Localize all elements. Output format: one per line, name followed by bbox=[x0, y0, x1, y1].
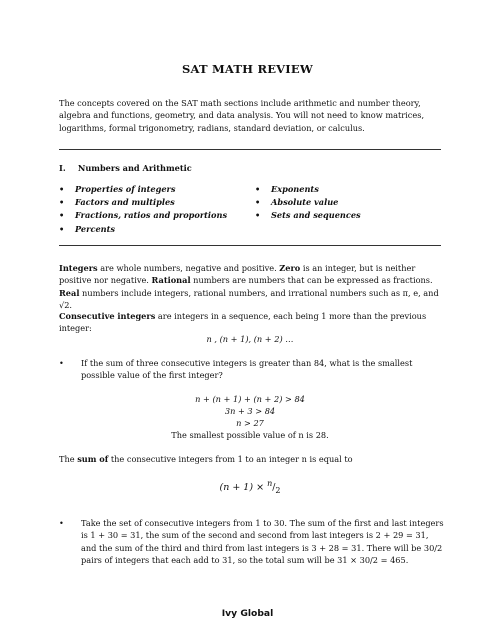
consecutive-paragraph bbox=[59, 310, 449, 335]
section-title: Numbers and Arithmetic bbox=[77, 163, 192, 173]
formula-left: (n + 1) × bbox=[219, 482, 268, 494]
term-integers: Integers bbox=[59, 263, 98, 273]
topic-item: • Absolute value bbox=[255, 196, 361, 209]
solution-line-3: n > 27 bbox=[236, 418, 264, 428]
topic-item: • Fractions, ratios and proportions bbox=[59, 209, 227, 222]
topic-item: • Properties of integers bbox=[59, 183, 227, 196]
intro-paragraph: The concepts covered on the SAT math sections include arithmetic and number theory, algebra and functions, geometry, and data analysis. You will not need to know matrices, logarithms, formal trigonometry, radians, standard deviation, or calculus. bbox=[59, 98, 425, 133]
section-divider-bottom bbox=[59, 245, 441, 246]
topic-list-right bbox=[255, 183, 361, 223]
integers-paragraph bbox=[59, 262, 449, 312]
example-bullet-2 bbox=[59, 517, 444, 567]
sum-formula bbox=[59, 478, 441, 497]
topic-item: • Exponents bbox=[255, 183, 361, 196]
sum-paragraph bbox=[59, 453, 449, 465]
term-real: Real bbox=[59, 287, 80, 298]
paragraph-text: numbers include integers, rational numbers, and irrational numbers such as π, e, and √2. bbox=[59, 287, 439, 311]
section-number: I. bbox=[59, 163, 66, 173]
term-consecutive-integers: Consecutive integers bbox=[59, 311, 156, 321]
section-divider-top bbox=[59, 149, 441, 150]
example-bullet-1 bbox=[59, 357, 444, 382]
solution-line-4: The smallest possible value of n is 28. bbox=[171, 430, 329, 440]
bullet-dot: • bbox=[59, 518, 64, 528]
solution-line-2: 3n + 3 > 84 bbox=[224, 406, 276, 416]
topic-item: • Factors and multiples bbox=[59, 196, 227, 209]
paragraph-text: the consecutive integers from 1 to an integer n is equal to bbox=[108, 454, 353, 464]
solution-line-1: n + (n + 1) + (n + 2) > 84 bbox=[195, 394, 305, 404]
formula-numerator: n bbox=[267, 479, 273, 488]
bullet-text: Take the set of consecutive integers from 1 to 30. The sum of the first and last integers is 1 + 30 = 31, the sum of the second and second from last integers is 2 + 29 = 31, and the sum of the third and third from last integers is 3 + 28 = 31. There will be 30/2 pairs of integers that each add to 31, so the total sum will be 31 × 30/2 = 465. bbox=[81, 518, 444, 566]
paragraph-text: are whole numbers, negative and positive. bbox=[97, 263, 280, 273]
topic-list-left bbox=[59, 183, 227, 236]
section-heading bbox=[59, 162, 192, 174]
bullet-dot: • bbox=[59, 358, 64, 368]
formula-slash: / bbox=[272, 482, 276, 494]
topic-item: • Sets and sequences bbox=[255, 209, 361, 222]
formula-denominator: 2 bbox=[275, 486, 281, 496]
topic-item: • Percents bbox=[59, 223, 227, 236]
paragraph-text: are integers in a sequence, each being 1 more than the previous integer: bbox=[59, 311, 427, 334]
term-zero: Zero bbox=[279, 263, 301, 273]
term-sum-of: sum of bbox=[77, 454, 109, 464]
paragraph-text: numbers are numbers that can be expressed as fractions. bbox=[190, 275, 433, 286]
paragraph-text: The bbox=[59, 454, 78, 464]
bullet-text: If the sum of three consecutive integers is greater than 84, what is the smallest possible value of the first integer? bbox=[81, 358, 413, 381]
term-rational: Rational bbox=[151, 275, 191, 286]
paragraph-text: is an integer, but is neither positive nor negative. bbox=[59, 263, 416, 286]
sequence-expression: n , (n + 1), (n + 2) … bbox=[206, 334, 294, 344]
page-title: SAT MATH REVIEW bbox=[182, 62, 313, 76]
footer-brand: Ivy Global bbox=[221, 608, 274, 619]
